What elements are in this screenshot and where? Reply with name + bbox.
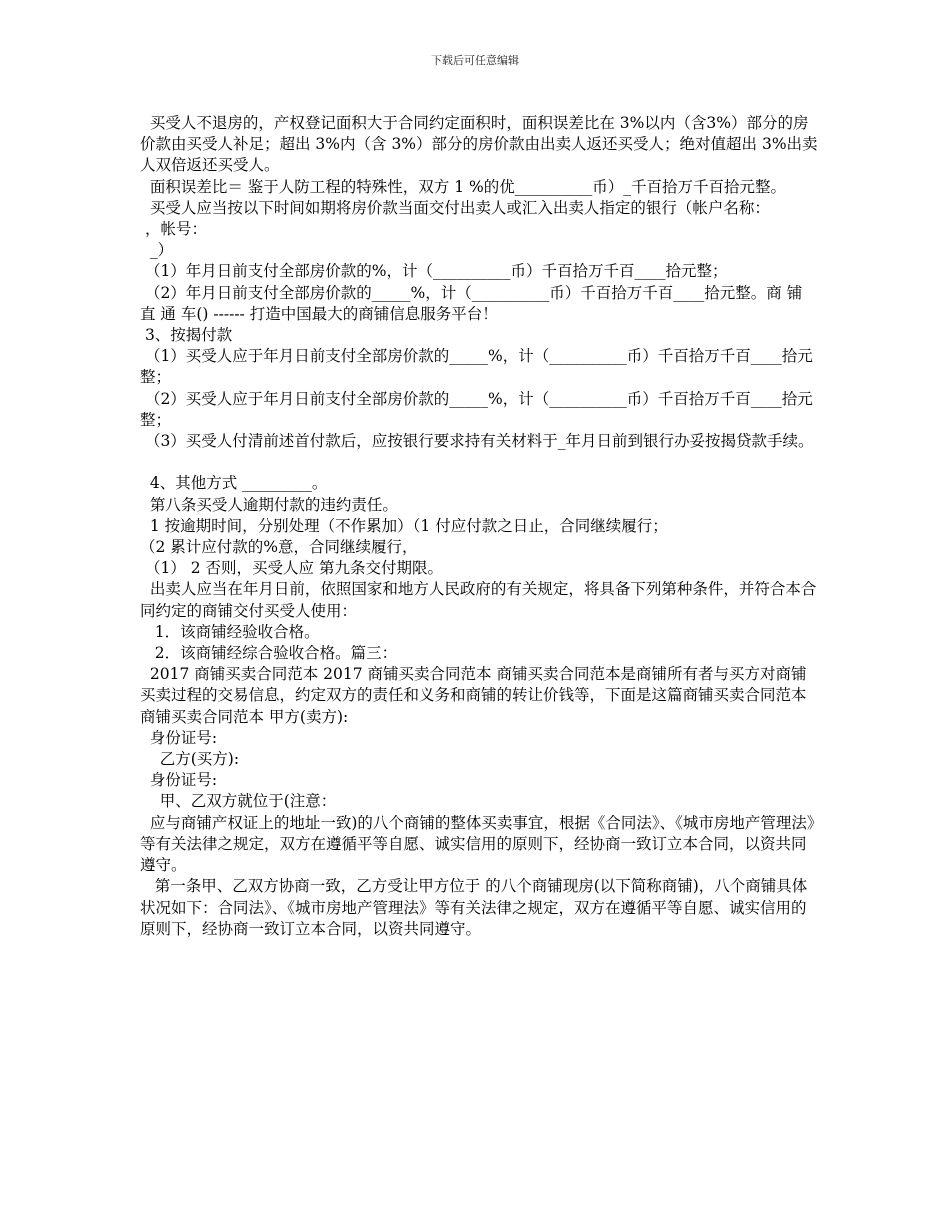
paragraph: 1．该商铺经验收合格。 (140, 622, 320, 641)
paragraph: _） (140, 241, 174, 260)
paragraph: 4、其他方式 _________。 (140, 474, 328, 493)
paragraph: （1） 2 否则，买受人应 第九条交付期限。 (140, 559, 443, 578)
document-body (140, 113, 820, 940)
blank-line (140, 452, 820, 473)
paragraph: （1）年月日前支付全部房价款的%，计（__________币）千百拾万千百____拾元整； (140, 262, 728, 281)
paragraph: 身份证号: (140, 771, 218, 790)
paragraph: 买受人应当按以下时间如期将房价款当面交付出卖人或汇入出卖人指定的银行（帐户名称： (140, 198, 770, 217)
paragraph: ，帐号： (140, 220, 207, 239)
paragraph: 身份证号: (140, 728, 218, 747)
paragraph: 买受人不退房的，产权登记面积大于合同约定面积时，面积误差比在 3%以内（含3%）部分的房价款由买受人补足；超出 3%内（含 3%）部分的房价款由出卖人返还买受人；绝对值超出 3%出卖人双倍返还买受人。 (140, 114, 818, 175)
paragraph: 1 按逾期时间，分别处理（不作累加）（1 付应付款之日止，合同继续履行； (140, 516, 668, 535)
paragraph: 第八条买受人逾期付款的违约责任。 (140, 495, 398, 514)
paragraph: （2）买受人应于年月日前支付全部房价款的_____%，计（__________币）千百拾万千百____拾元整； (140, 389, 813, 429)
paragraph: 应与商铺产权证上的地址一致)的八个商铺的整体买卖事宜，根据《合同法》、《城市房地产管理法》等有关法律之规定，双方在遵循平等自愿、诚实信用的原则下，经协商一致订立本合同，以资共同遵守。 (140, 813, 815, 875)
paragraph: 甲、乙双方就位于(注意： (140, 792, 337, 811)
paragraph: 面积误差比＝ 鉴于人防工程的特殊性，双方 1 %的优__________币）_千百拾万千百拾元整。 (140, 177, 786, 196)
paragraph: 出卖人应当在年月日前，依照国家和地方人民政府的有关规定，将具备下列第种条件，并符合本合同约定的商铺交付买受人使用： (140, 580, 817, 620)
paragraph: （2）年月日前支付全部房价款的_____%，计（__________币）千百拾万千百____拾元整。商 铺 直 通 车() ------ 打造中国最大的商铺信息服务平台！ (140, 283, 808, 323)
paragraph: （3）买受人付清前述首付款后，应按银行要求持有关材料于_年月日前到银行办妥按揭贷款手续。 (140, 432, 814, 451)
paragraph: 乙方(买方): (140, 750, 240, 769)
paragraph: 第一条甲、乙双方协商一致，乙方受让甲方位于 的八个商铺现房(以下简称商铺)，八个商铺具体状况如下：合同法》、《城市房地产管理法》等有关法律之规定，双方在遵循平等自愿、诚实信用的原则下，经协商一致订立本合同，以资共同遵守。 (140, 877, 808, 938)
paragraph: （2 累计应付款的%意，合同继续履行， (140, 538, 418, 557)
paragraph: 2017 商铺买卖合同范本 2017 商铺买卖合同范本 商铺买卖合同范本是商铺所有者与买方对商铺买卖过程的交易信息，约定双方的责任和义务和商铺的转让价钱等，下面是这篇商铺买卖合同范本 商铺买卖合同范本 甲方(卖方): (140, 665, 812, 726)
page-header: 下载后可任意编辑 (431, 54, 519, 67)
paragraph: 2．该商铺经综合验收合格。篇三： (140, 644, 398, 663)
paragraph: 3、按揭付款 (140, 326, 233, 345)
paragraph: （1）买受人应于年月日前支付全部房价款的_____%，计（__________币）千百拾万千百____拾元整； (140, 347, 813, 387)
